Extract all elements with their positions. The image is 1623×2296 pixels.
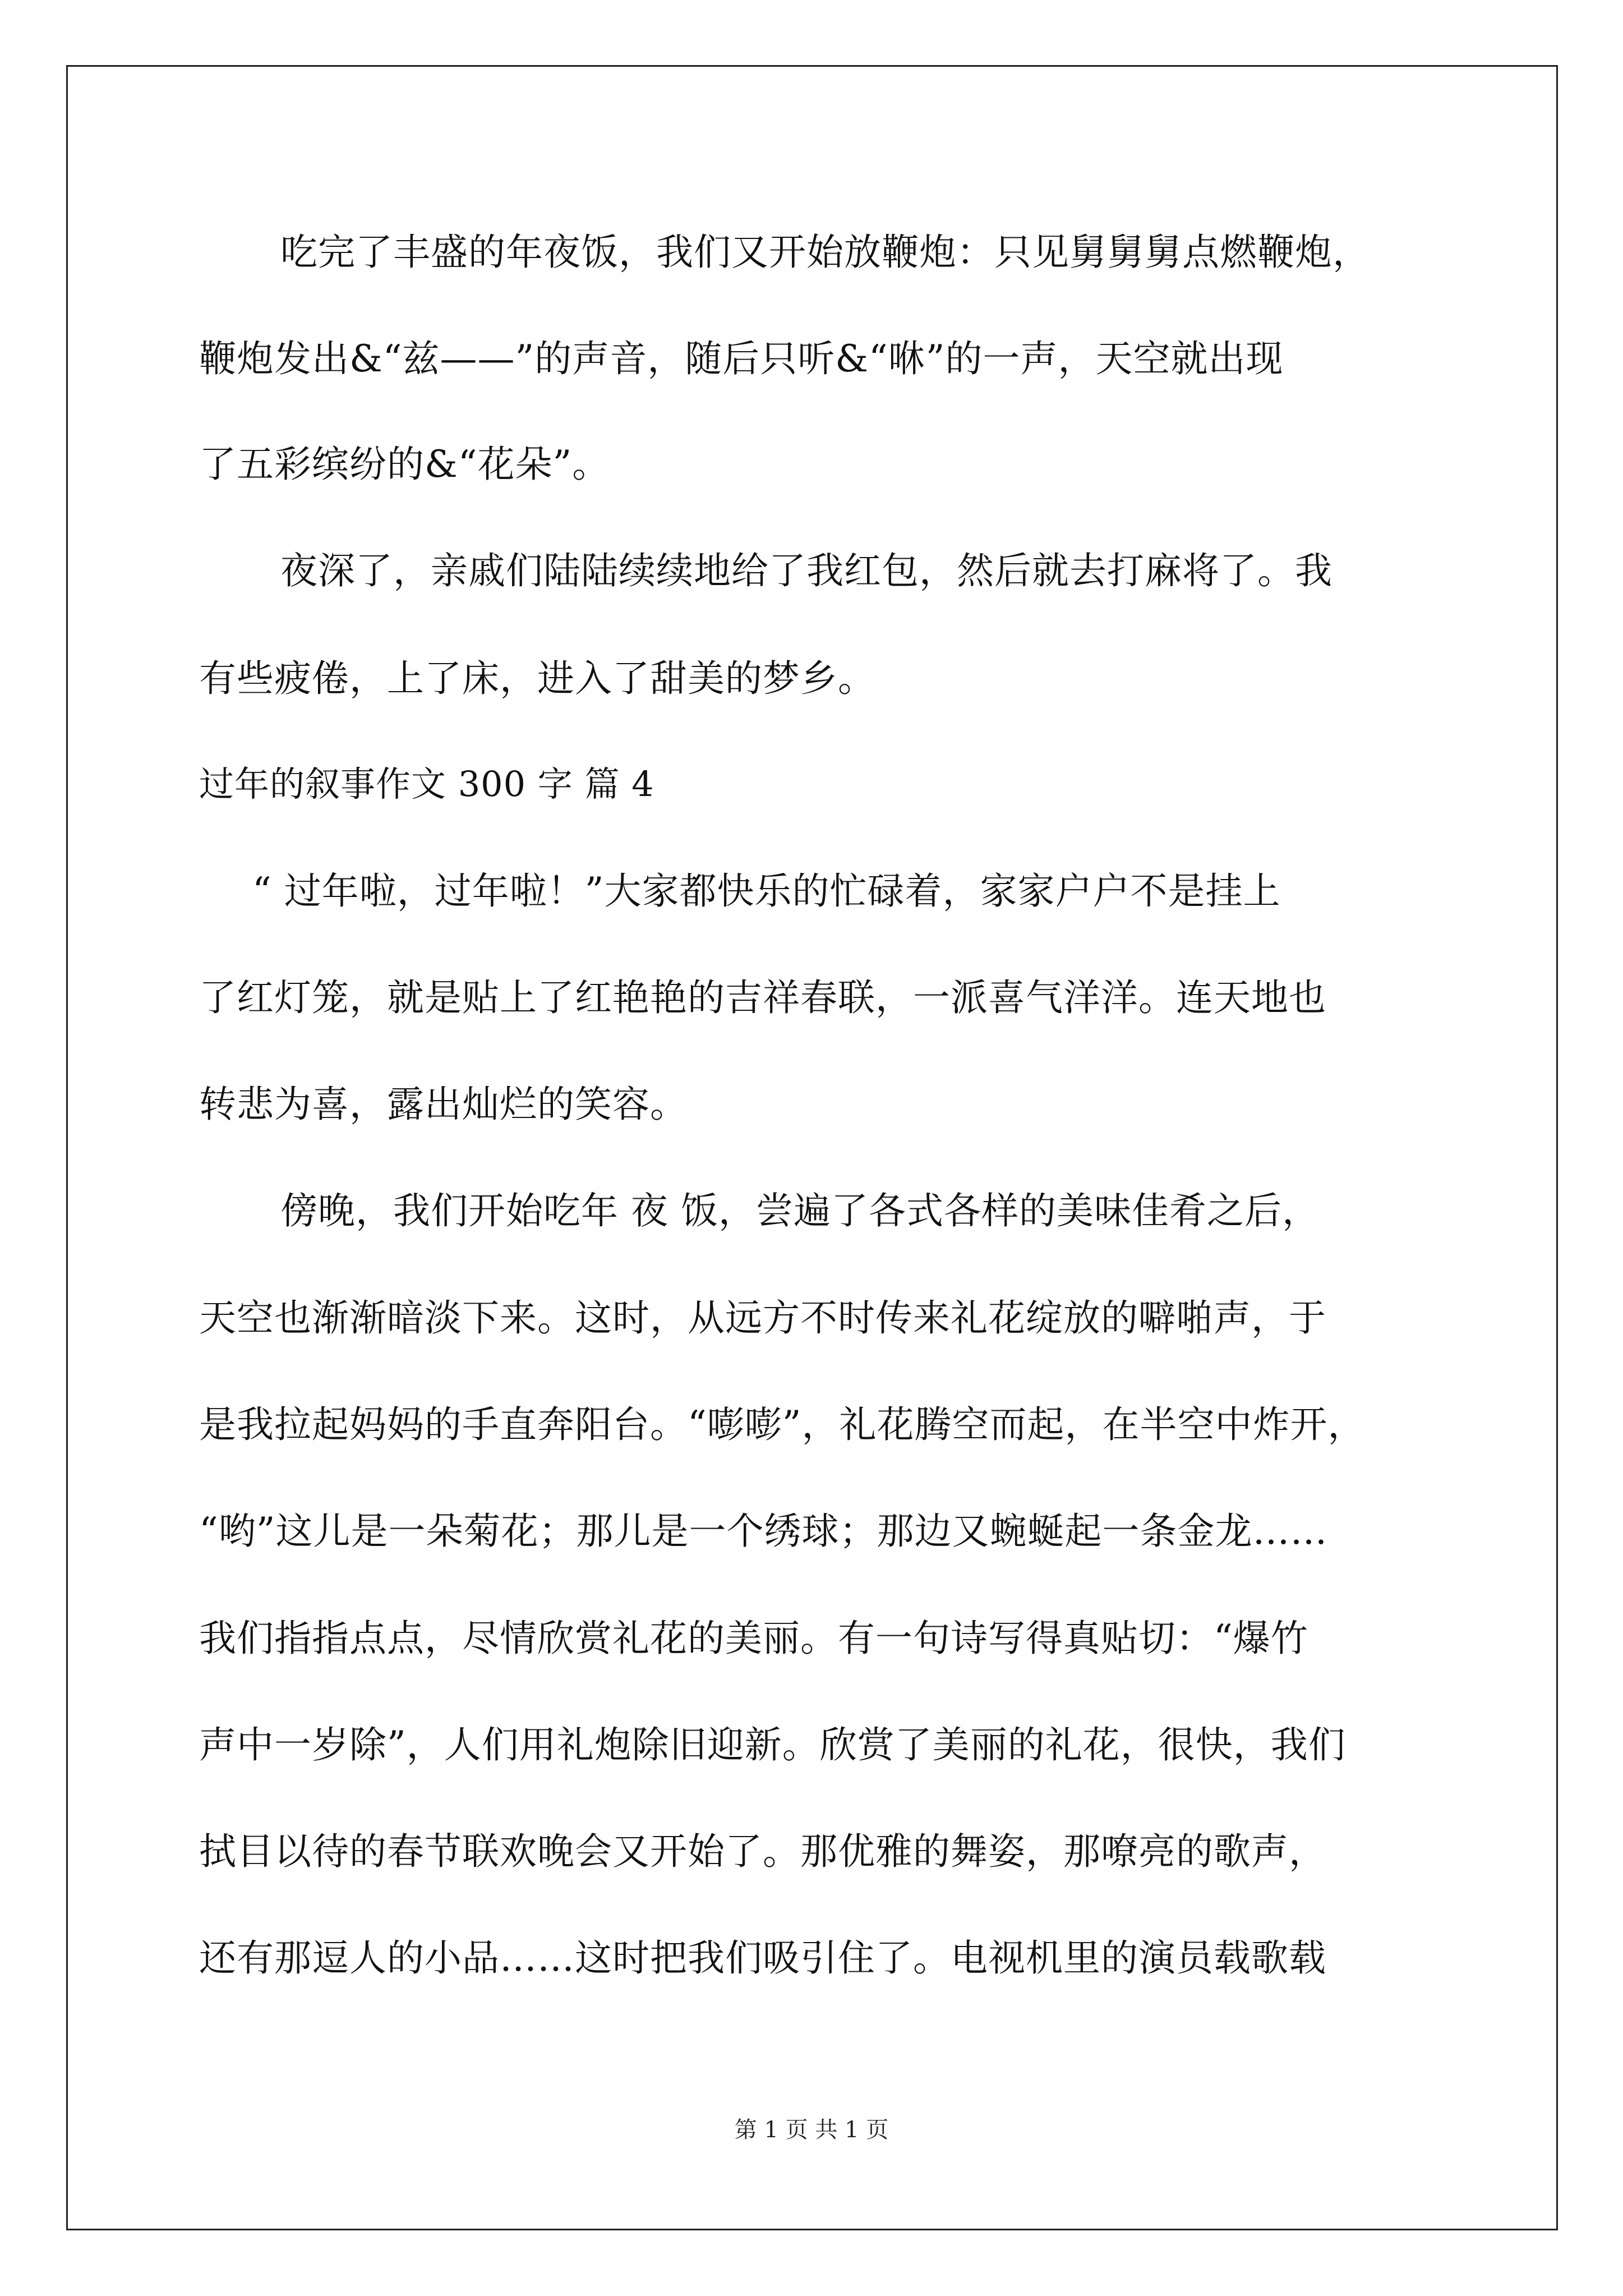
paragraph-line: 了五彩缤纷的&“花朵”。 (199, 443, 610, 486)
paragraph-line: 转悲为喜，露出灿烂的笑容。 (199, 1083, 688, 1126)
paragraph-line: 夜深了，亲戚们陆陆续续地给了我红包，然后就去打麻将了。我 (280, 549, 1332, 592)
paragraph-line: 吃完了丰盛的年夜饭，我们又开始放鞭炮：只见舅舅舅点燃鞭炮， (280, 231, 1370, 274)
paragraph-line: 是我拉起妈妈的手直奔阳台。“嘭嘭”，礼花腾空而起，在半空中炸开， (199, 1403, 1366, 1446)
paragraph-line: 还有那逗人的小品……这时把我们吸引住了。电视机里的演员载歌载 (199, 1936, 1326, 1980)
paragraph-line: 拭目以待的春节联欢晚会又开始了。那优雅的舞姿，那嘹亮的歌声， (199, 1830, 1326, 1873)
paragraph-line: 鞭炮发出&“兹——”的声音，随后只听&“咻”的一声，天空就出现 (199, 337, 1284, 380)
paragraph-line: 声中一岁除”，人们用礼炮除旧迎新。欣赏了美丽的礼花，很快，我们 (199, 1723, 1346, 1766)
page-footer: 第 1 页 共 1 页 (734, 2117, 889, 2143)
paragraph-line: 天空也渐渐暗淡下来。这时，从远方不时传来礼花绽放的噼啪声，于 (199, 1296, 1326, 1340)
paragraph-line: “哟”这儿是一朵菊花；那儿是一个绣球；那边又蜿蜒起一条金龙…… (199, 1510, 1328, 1553)
paragraph-line: 了红灯笼，就是贴上了红艳艳的吉祥春联，一派喜气洋洋。连天地也 (199, 976, 1326, 1019)
section-heading: 过年的叙事作文 300 字 篇 4 (199, 763, 654, 804)
paragraph-line: 有些疲倦，上了床，进入了甜美的梦乡。 (199, 657, 875, 700)
page-border (66, 65, 1558, 2230)
paragraph-line: 傍晚，我们开始吃年 夜 饭，尝遍了各式各样的美味佳肴之后， (280, 1189, 1320, 1232)
paragraph-line: 我们指指点点，尽情欣赏礼花的美丽。有一句诗写得真贴切：“爆竹 (199, 1617, 1308, 1660)
paragraph-line: “ 过年啦，过年啦！”大家都快乐的忙碌着，家家户户不是挂上 (252, 869, 1281, 913)
